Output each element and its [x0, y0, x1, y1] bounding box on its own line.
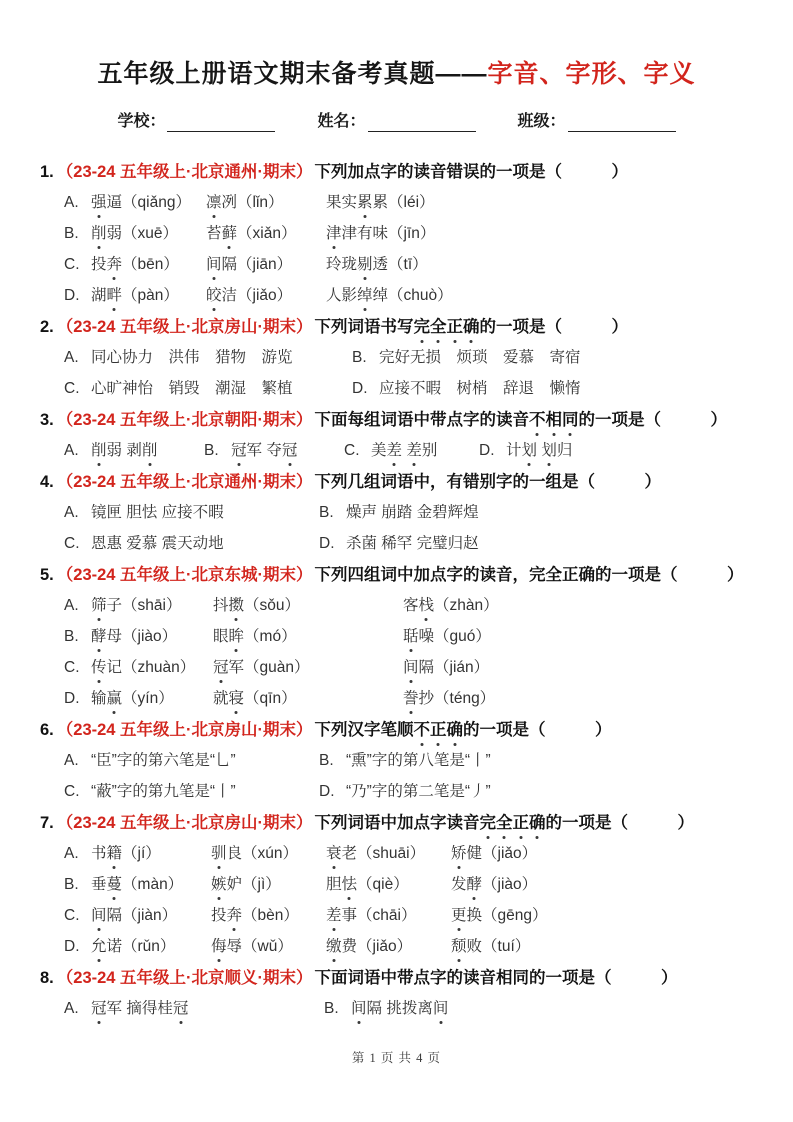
- emphasis-dotted-char: 确: [529, 814, 546, 832]
- option: [64, 534, 319, 554]
- school-blank-line: [167, 116, 275, 132]
- option-row: [64, 875, 753, 895]
- page-title: [40, 58, 753, 90]
- option-text: 衰老（shuāi）: [326, 845, 426, 862]
- option-text: “熏”字的第八笔是“丨”: [346, 752, 491, 769]
- option-row: [64, 286, 753, 306]
- emphasis-dotted-char: 削: [91, 225, 107, 242]
- option-text: 书籍（jí）: [91, 845, 161, 862]
- option-text: 心旷神怡 销毁 潮湿 繁植: [91, 380, 293, 397]
- option-text: 输赢（yín）: [91, 690, 174, 707]
- question-number: 6.: [40, 721, 54, 739]
- question-6: [40, 720, 753, 802]
- option-label: A.: [64, 1000, 79, 1017]
- option-label: B.: [319, 752, 334, 769]
- question-number: 1.: [40, 163, 54, 181]
- emphasis-dotted-char: 划: [521, 442, 538, 459]
- question-stem: 下列汉字笔顺不正确的一项是（ ）: [314, 721, 612, 739]
- emphasis-dotted-char: 畔: [106, 287, 123, 304]
- option: [352, 348, 581, 368]
- title-main-text: 五年级上册语文期末备考真题——: [97, 60, 488, 88]
- option-text: 湖畔（pàn）: [91, 287, 179, 304]
- option-row: [64, 906, 753, 926]
- question-stem: 下列四组词中加点字的读音，完全正确的一项是（ ）: [314, 566, 744, 584]
- option: [64, 348, 352, 368]
- emphasis-dotted-char: 不: [529, 411, 546, 429]
- question-2: [40, 317, 753, 399]
- emphasis-dotted-char: 划: [541, 442, 557, 459]
- option-label: D.: [319, 535, 335, 552]
- emphasis-dotted-char: 酵: [466, 876, 483, 893]
- emphasis-dotted-char: 酵: [91, 628, 107, 645]
- emphasis-dotted-char: 侮: [211, 938, 227, 955]
- option-row: [64, 751, 753, 771]
- option-text: 誊抄（téng）: [403, 690, 496, 707]
- option-text: 酵母（jiào）: [91, 628, 178, 645]
- option: [64, 658, 489, 678]
- question-source: （23-24 五年级上·北京朝阳·期末）: [56, 411, 313, 429]
- emphasis-dotted-char: 矫: [451, 845, 467, 862]
- option-text: 削弱（xuē）: [91, 225, 179, 242]
- emphasis-dotted-char: 差: [326, 907, 342, 924]
- option-row: [64, 348, 753, 368]
- question-stem: 下列加点字的读音错误的一项是（ ）: [314, 163, 629, 181]
- emphasis-dotted-char: 间: [432, 1000, 449, 1017]
- option-text: 缴费（jiǎo）: [326, 938, 413, 955]
- option: [64, 627, 491, 647]
- option-text: 凛冽（lǐn）: [206, 194, 284, 211]
- option-text: 发酵（jiào）: [451, 876, 538, 893]
- emphasis-dotted-char: 寝: [228, 690, 245, 707]
- option-label: B.: [64, 628, 79, 645]
- option-text: 筛子（shāi）: [91, 597, 182, 614]
- question-stem: 下列几组词语中，有错别字的一组是（ ）: [314, 473, 662, 491]
- option: [319, 751, 491, 771]
- option-text: 颓败（tuí）: [451, 938, 531, 955]
- option-text: 允诺（rǔn）: [91, 938, 176, 955]
- option-row: [64, 596, 753, 616]
- option-row: [64, 441, 753, 461]
- questions-list: [40, 162, 753, 1019]
- option-row: [64, 937, 753, 957]
- option: [64, 751, 319, 771]
- option-label: A.: [64, 504, 79, 521]
- option-label: A.: [64, 442, 79, 459]
- option-text: 计划 划归: [506, 442, 573, 459]
- question-head: [40, 162, 753, 183]
- option-label: C.: [64, 535, 80, 552]
- emphasis-dotted-char: 籍: [106, 845, 123, 862]
- option: [64, 503, 319, 523]
- option: [64, 875, 537, 895]
- option-text: 恩惠 爱慕 震天动地: [91, 535, 224, 552]
- option-text: 皎洁（jiǎo）: [206, 287, 293, 304]
- emphasis-dotted-char: 冠: [281, 442, 298, 459]
- option-text: 投奔（bèn）: [211, 907, 299, 924]
- emphasis-dotted-char: 聒: [403, 628, 419, 645]
- emphasis-dotted-char: 完: [479, 814, 497, 832]
- emphasis-dotted-char: 同: [562, 411, 579, 429]
- emphasis-dotted-char: 奔: [106, 256, 123, 273]
- option-row: [64, 193, 753, 213]
- option: [64, 689, 495, 709]
- option: [64, 782, 319, 802]
- emphasis-dotted-char: 绰: [357, 287, 373, 304]
- emphasis-dotted-char: 衰: [326, 845, 342, 862]
- option-text: 镜匣 胆怯 应接不暇: [91, 504, 224, 521]
- option-label: D.: [64, 287, 80, 304]
- option: [64, 844, 537, 864]
- option-row: [64, 627, 753, 647]
- question-head: [40, 968, 753, 989]
- emphasis-dotted-char: 津: [326, 225, 342, 242]
- emphasis-dotted-char: 全: [430, 318, 447, 336]
- question-head: [40, 720, 753, 741]
- school-label: 学校：: [117, 113, 166, 130]
- option: [344, 441, 479, 461]
- option-text: 玲珑剔透（tī）: [326, 256, 428, 273]
- question-8: [40, 968, 753, 1019]
- option-label: A.: [64, 349, 79, 366]
- option-text: 完好无损 烦琐 爱慕 寄宿: [379, 349, 581, 366]
- option-text: 人影绰绰（chuò）: [326, 287, 453, 304]
- option: [64, 379, 352, 399]
- option-text: 冠军 摘得桂冠: [91, 1000, 189, 1017]
- option-text: 间隔 挑拨离间: [351, 1000, 449, 1017]
- option-text: 应接不暇 树梢 辞退 懒惰: [379, 380, 581, 397]
- option: [64, 441, 204, 461]
- option: [324, 999, 448, 1019]
- emphasis-dotted-char: 冠: [231, 442, 247, 459]
- option-text: 冠军（guàn）: [213, 659, 310, 676]
- option-text: 驯良（xún）: [211, 845, 299, 862]
- option-text: 胆怯（qiè）: [326, 876, 409, 893]
- emphasis-dotted-char: 间: [206, 256, 222, 273]
- class-label: 班级：: [517, 113, 566, 130]
- option-text: 更换（gēng）: [451, 907, 548, 924]
- emphasis-dotted-char: 蔓: [106, 876, 123, 893]
- emphasis-dotted-char: 相: [545, 411, 563, 429]
- option-row: [64, 658, 753, 678]
- option-label: C.: [64, 783, 80, 800]
- student-info-row: [40, 112, 753, 132]
- emphasis-dotted-char: 不: [413, 721, 431, 739]
- school-field: [117, 112, 275, 132]
- option-row: [64, 379, 753, 399]
- option: [319, 534, 479, 554]
- option-row: [64, 224, 753, 244]
- option-row: [64, 255, 753, 275]
- option-text: 嫉妒（jì）: [211, 876, 281, 893]
- option: [64, 999, 324, 1019]
- question-head: [40, 813, 753, 834]
- option-label: A.: [64, 597, 79, 614]
- emphasis-dotted-char: 正: [512, 814, 530, 832]
- option: [64, 906, 548, 926]
- emphasis-dotted-char: 冠: [91, 1000, 107, 1017]
- name-label: 姓名：: [317, 113, 366, 130]
- question-number: 8.: [40, 969, 54, 987]
- question-1: [40, 162, 753, 306]
- question-source: （23-24 五年级上·北京通州·期末）: [56, 473, 313, 491]
- option: [64, 224, 435, 244]
- emphasis-dotted-char: 差: [406, 442, 422, 459]
- option-label: D.: [479, 442, 495, 459]
- option-text: 客栈（zhàn）: [403, 597, 499, 614]
- emphasis-dotted-char: 眸: [228, 628, 245, 645]
- option-label: A.: [64, 752, 79, 769]
- emphasis-dotted-char: 削: [141, 442, 158, 459]
- option: [64, 286, 453, 306]
- emphasis-dotted-char: 擞: [228, 597, 245, 614]
- option-text: 聒噪（guó）: [403, 628, 491, 645]
- question-head: [40, 410, 753, 431]
- emphasis-dotted-char: 间: [403, 659, 419, 676]
- emphasis-dotted-char: 奔: [226, 907, 243, 924]
- option-label: B.: [352, 349, 367, 366]
- question-4: [40, 472, 753, 554]
- question-number: 4.: [40, 473, 54, 491]
- option-row: [64, 689, 753, 709]
- option-text: 强逼（qiǎng）: [91, 194, 191, 211]
- option-text: “臣”字的第六笔是“乚”: [91, 752, 236, 769]
- emphasis-dotted-char: 削: [91, 442, 107, 459]
- question-source: （23-24 五年级上·北京顺义·期末）: [56, 969, 313, 987]
- question-number: 5.: [40, 566, 54, 584]
- option-label: D.: [64, 938, 80, 955]
- option-text: “蔽”字的第九笔是“丨”: [91, 783, 236, 800]
- emphasis-dotted-char: 颓: [451, 938, 467, 955]
- option: [64, 937, 530, 957]
- class-blank-line: [568, 116, 676, 132]
- option-row: [64, 844, 753, 864]
- emphasis-dotted-char: 筛: [91, 597, 107, 614]
- page-footer: 第 1 页 共 4 页: [351, 1051, 442, 1065]
- question-source: （23-24 五年级上·北京房山·期末）: [56, 318, 313, 336]
- option-text: “乃”字的第二笔是“丿”: [346, 783, 491, 800]
- emphasis-dotted-char: 凛: [206, 194, 222, 211]
- option-label: A.: [64, 845, 79, 862]
- question-number: 2.: [40, 318, 54, 336]
- option-text: 侮辱（wǔ）: [211, 938, 293, 955]
- option-row: [64, 534, 753, 554]
- emphasis-dotted-char: 差: [386, 442, 403, 459]
- question-number: 3.: [40, 411, 54, 429]
- emphasis-dotted-char: 冠: [172, 1000, 189, 1017]
- option-text: 间隔（jián）: [403, 659, 490, 676]
- option: [479, 441, 572, 461]
- option-row: [64, 999, 753, 1019]
- option-label: B.: [324, 1000, 339, 1017]
- question-source: （23-24 五年级上·北京通州·期末）: [56, 163, 313, 181]
- option-text: 燥声 崩踏 金碧辉煌: [346, 504, 479, 521]
- question-head: [40, 565, 753, 586]
- option-text: 同心协力 洪伟 猎物 游览: [91, 349, 293, 366]
- option-text: 苔藓（xiǎn）: [206, 225, 297, 242]
- emphasis-dotted-char: 间: [351, 1000, 367, 1017]
- option-text: 抖擞（sǒu）: [213, 597, 301, 614]
- question-stem: 下列词语中加点字读音完全正确的一项是（ ）: [314, 814, 695, 832]
- emphasis-dotted-char: 确: [463, 318, 480, 336]
- question-source: （23-24 五年级上·北京房山·期末）: [56, 721, 313, 739]
- option-text: 间隔（jiān）: [206, 256, 293, 273]
- option-label: C.: [344, 442, 360, 459]
- option-text: 美差 差别: [371, 442, 438, 459]
- emphasis-dotted-char: 栈: [418, 597, 435, 614]
- option-text: 冠军 夺冠: [231, 442, 298, 459]
- question-stem: 下面词语中带点字的读音相同的一项是（ ）: [314, 969, 678, 987]
- question-3: [40, 410, 753, 461]
- option: [319, 782, 491, 802]
- option-text: 眼眸（mó）: [213, 628, 297, 645]
- emphasis-dotted-char: 强: [91, 194, 107, 211]
- option: [64, 193, 435, 213]
- question-5: [40, 565, 753, 709]
- emphasis-dotted-char: 缴: [326, 938, 342, 955]
- emphasis-dotted-char: 全: [496, 814, 513, 832]
- option-text: 矫健（jiǎo）: [451, 845, 538, 862]
- option-label: C.: [64, 907, 80, 924]
- emphasis-dotted-char: 嫉: [211, 876, 227, 893]
- class-field: [518, 112, 676, 132]
- emphasis-dotted-char: 正: [446, 318, 464, 336]
- emphasis-dotted-char: 怯: [341, 876, 358, 893]
- emphasis-dotted-char: 传: [91, 659, 107, 676]
- option-label: A.: [64, 194, 79, 211]
- option-text: 杀菌 稀罕 完璧归赵: [346, 535, 479, 552]
- emphasis-dotted-char: 确: [446, 721, 464, 739]
- option: [352, 379, 581, 399]
- name-blank-line: [368, 116, 476, 132]
- option: [319, 503, 479, 523]
- emphasis-dotted-char: 藓: [221, 225, 238, 242]
- option-label: B.: [64, 225, 79, 242]
- option-text: 垂蔓（màn）: [91, 876, 184, 893]
- emphasis-dotted-char: 驯: [211, 845, 227, 862]
- question-head: [40, 317, 753, 338]
- question-source: （23-24 五年级上·北京东城·期末）: [56, 566, 313, 584]
- option-text: 投奔（bēn）: [91, 256, 179, 273]
- option-text: 津津有味（jīn）: [326, 225, 436, 242]
- emphasis-dotted-char: 允: [91, 938, 107, 955]
- question-head: [40, 472, 753, 493]
- option-text: 传记（zhuàn）: [91, 659, 196, 676]
- emphasis-dotted-char: 誊: [403, 690, 419, 707]
- question-7: [40, 813, 753, 957]
- emphasis-dotted-char: 累: [357, 194, 373, 211]
- question-stem: 下面每组词语中带点字的读音不相同的一项是（ ）: [314, 411, 728, 429]
- emphasis-dotted-char: 冠: [213, 659, 229, 676]
- option-text: 果实累累（léi）: [326, 194, 435, 211]
- emphasis-dotted-char: 正: [430, 721, 447, 739]
- emphasis-dotted-char: 更: [451, 907, 467, 924]
- option-row: [64, 782, 753, 802]
- emphasis-dotted-char: 完: [413, 318, 431, 336]
- question-number: 7.: [40, 814, 54, 832]
- option-text: 削弱 剥削: [91, 442, 158, 459]
- emphasis-dotted-char: 皎: [206, 287, 222, 304]
- option-label: C.: [64, 256, 80, 273]
- title-topic-text: 字音、字形、字义: [487, 60, 696, 88]
- option-label: B.: [204, 442, 219, 459]
- option-text: 差事（chāi）: [326, 907, 417, 924]
- option-text: 就寝（qīn）: [213, 690, 297, 707]
- option-label: B.: [319, 504, 334, 521]
- option-label: D.: [352, 380, 368, 397]
- emphasis-dotted-char: 剔: [357, 256, 373, 273]
- question-source: （23-24 五年级上·北京房山·期末）: [56, 814, 313, 832]
- option: [204, 441, 344, 461]
- option: [64, 255, 428, 275]
- emphasis-dotted-char: 间: [91, 907, 107, 924]
- option-label: C.: [64, 659, 80, 676]
- question-stem: 下列词语书写完全正确的一项是（ ）: [314, 318, 629, 336]
- option-row: [64, 503, 753, 523]
- option-label: D.: [64, 690, 80, 707]
- name-field: [317, 112, 475, 132]
- option-label: B.: [64, 876, 79, 893]
- option-text: 间隔（jiàn）: [91, 907, 178, 924]
- emphasis-dotted-char: 赢: [106, 690, 123, 707]
- option-label: D.: [319, 783, 335, 800]
- option: [64, 596, 499, 616]
- option-label: C.: [64, 380, 80, 397]
